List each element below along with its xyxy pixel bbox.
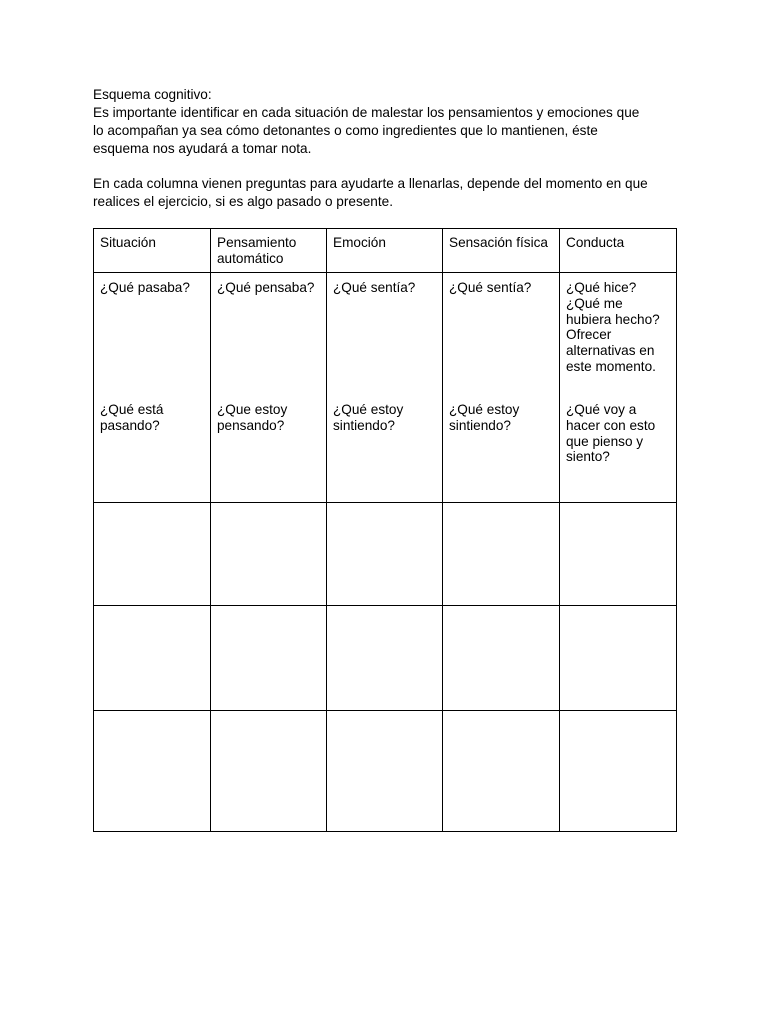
cell-emocion-prompts[interactable]: [327, 273, 443, 503]
cell-situacion-prompts[interactable]: [94, 273, 211, 503]
prompt-present-conducta: ¿Qué voy a hacer con esto que pienso y siento?: [566, 402, 656, 465]
cognitive-schema-table: [93, 228, 677, 832]
table-row-prompts: [94, 273, 677, 503]
blank-cell[interactable]: [94, 503, 211, 606]
blank-cell[interactable]: [443, 503, 560, 606]
blank-cell[interactable]: [327, 711, 443, 832]
blank-cell[interactable]: [443, 606, 560, 711]
prompt-present-situacion: ¿Qué está pasando?: [100, 402, 164, 433]
blank-cell[interactable]: [94, 606, 211, 711]
blank-cell[interactable]: [560, 606, 677, 711]
intro-paragraph-1: Es importante identificar en cada situación de malestar los pensamientos y emociones que lo acompañan ya sea cómo detonantes o como ingredientes que lo mantienen, éste esquema nos ayudará a tomar nota.: [93, 105, 640, 156]
cell-sensacion-prompts[interactable]: [443, 273, 560, 503]
prompt-present-pensamiento: ¿Que estoy pensando?: [217, 402, 288, 433]
prompt-past-emocion: ¿Qué sentía?: [333, 280, 416, 295]
intro-paragraph-2: En cada columna vienen preguntas para ayudarte a llenarlas, depende del momento en que realices el ejercicio, si es algo pasado o presente.: [93, 176, 648, 209]
table-row-blank: [94, 503, 677, 606]
header-pensamiento-automatico: Pensamiento automático: [211, 229, 327, 273]
prompt-past-sensacion: ¿Qué sentía?: [449, 280, 532, 295]
blank-cell[interactable]: [443, 711, 560, 832]
intro-section: [93, 86, 693, 211]
blank-cell[interactable]: [560, 503, 677, 606]
blank-cell[interactable]: [94, 711, 211, 832]
cell-conducta-prompts[interactable]: [560, 273, 677, 503]
prompt-past-pensamiento: ¿Qué pensaba?: [217, 280, 315, 295]
header-emocion: Emoción: [327, 229, 443, 273]
paragraph-spacer: [93, 158, 693, 175]
blank-cell[interactable]: [327, 503, 443, 606]
intro-heading: Esquema cognitivo:: [93, 87, 212, 102]
blank-cell[interactable]: [327, 606, 443, 711]
header-sensacion-fisica: Sensación física: [443, 229, 560, 273]
table-header-row: [94, 229, 677, 273]
header-conducta: Conducta: [560, 229, 677, 273]
blank-cell[interactable]: [211, 711, 327, 832]
header-situacion: Situación: [94, 229, 211, 273]
blank-cell[interactable]: [211, 606, 327, 711]
prompt-present-sensacion: ¿Qué estoy sintiendo?: [449, 402, 520, 433]
blank-cell[interactable]: [211, 503, 327, 606]
table-row-blank: [94, 606, 677, 711]
blank-cell[interactable]: [560, 711, 677, 832]
prompt-present-emocion: ¿Qué estoy sintiendo?: [333, 402, 404, 433]
prompt-past-conducta: ¿Qué hice? ¿Qué me hubiera hecho? Ofrecer alternativas en este momento.: [566, 280, 660, 374]
prompt-past-situacion: ¿Qué pasaba?: [100, 280, 190, 295]
cell-pensamiento-prompts[interactable]: [211, 273, 327, 503]
table-row-blank: [94, 711, 677, 832]
